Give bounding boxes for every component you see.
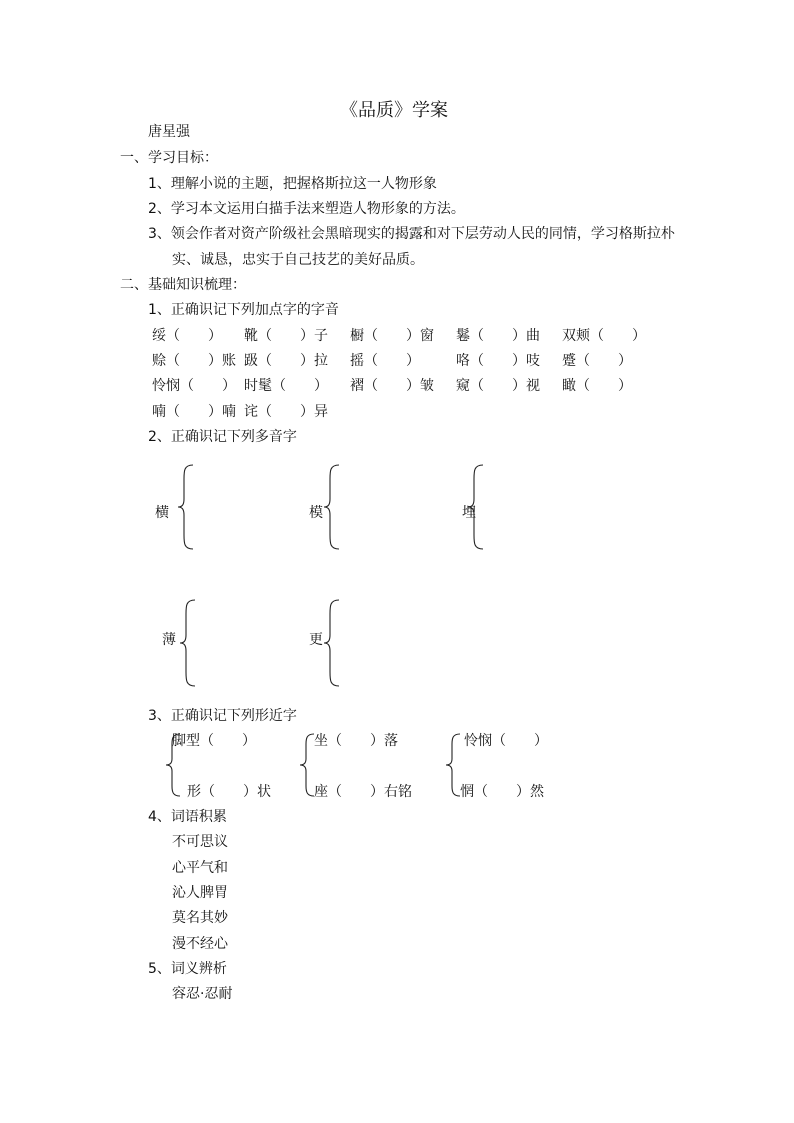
- brace-icon: [178, 598, 198, 688]
- similar-char-top: 坐（ ）落: [314, 733, 398, 749]
- pinyin-item: 喃（ ）喃: [152, 404, 236, 420]
- similar-char-bottom: 惘（ ）然: [460, 784, 544, 800]
- q3-heading: 3、正确识记下列形近字: [148, 708, 297, 724]
- pinyin-item: 鬈（ ）曲: [456, 328, 540, 344]
- q5-heading: 5、词义辨析: [148, 961, 227, 977]
- vocab-item: 莫名其妙: [172, 910, 228, 926]
- brace-icon: [466, 463, 486, 551]
- similar-char-bottom: 座（ ）右铭: [314, 784, 412, 800]
- polyphone-char: 横: [155, 505, 169, 521]
- pinyin-item: 窥（ ）视: [456, 378, 540, 394]
- pinyin-item: 诧（ ）异: [244, 404, 328, 420]
- pinyin-item: 双颊（ ）: [562, 328, 646, 344]
- brace-icon: [322, 463, 342, 551]
- author-name: 唐星强: [148, 124, 190, 140]
- similar-char-bottom: 形（ ）状: [187, 784, 271, 800]
- pinyin-item: 瞰（ ）: [562, 378, 632, 394]
- pinyin-item: 褶（ ）皱: [350, 378, 434, 394]
- vocab-item: 心平气和: [172, 860, 228, 876]
- pinyin-item: 靴（ ）子: [244, 328, 328, 344]
- pinyin-item: 趿（ ）拉: [244, 353, 328, 369]
- goal-3-line-1: 3、领会作者对资产阶级社会黑暗现实的揭露和对下层劳动人民的同情，学习格斯拉朴: [148, 226, 675, 242]
- q2-heading: 2、正确识记下列多音字: [148, 429, 297, 445]
- polyphone-char: 模: [309, 505, 323, 521]
- section-1-heading: 一、学习目标：: [120, 150, 218, 166]
- vocab-item: 漫不经心: [172, 936, 228, 952]
- synonym-item: 容忍·忍耐: [172, 986, 233, 1002]
- goal-1: 1、理解小说的主题，把握格斯拉这一人物形象: [148, 176, 437, 192]
- pinyin-item: 绥（ ）: [152, 328, 222, 344]
- q4-heading: 4、词语积累: [148, 809, 227, 825]
- vocab-item: 沁人脾胃: [172, 885, 228, 901]
- similar-char-top: 怜悯（ ）: [464, 733, 548, 749]
- polyphone-char: 薄: [162, 632, 176, 648]
- similar-char-top: 脚型（ ）: [172, 733, 256, 749]
- pinyin-item: 咯（ ）吱: [456, 353, 540, 369]
- section-2-heading: 二、基础知识梳理：: [120, 277, 246, 293]
- pinyin-item: 蹙（ ）: [562, 353, 632, 369]
- polyphone-char: 更: [309, 632, 323, 648]
- pinyin-item: 怜悯（ ）: [152, 378, 236, 394]
- page-title: 《品质》学案: [340, 100, 448, 121]
- goal-3-line-2: 实、诚恳，忠实于自己技艺的美好品质。: [172, 252, 424, 268]
- vocab-item: 不可思议: [172, 834, 228, 850]
- polyphone-char: 埋: [462, 505, 476, 521]
- pinyin-item: 橱（ ）窗: [350, 328, 434, 344]
- brace-icon: [322, 598, 342, 688]
- pinyin-item: 摇（ ）: [350, 353, 420, 369]
- q1-heading: 1、正确识记下列加点字的字音: [148, 302, 339, 318]
- goal-2: 2、学习本文运用白描手法来塑造人物形象的方法。: [148, 201, 465, 217]
- pinyin-item: 赊（ ）账: [152, 353, 236, 369]
- brace-icon: [176, 463, 196, 551]
- pinyin-item: 时髦（ ）: [244, 378, 328, 394]
